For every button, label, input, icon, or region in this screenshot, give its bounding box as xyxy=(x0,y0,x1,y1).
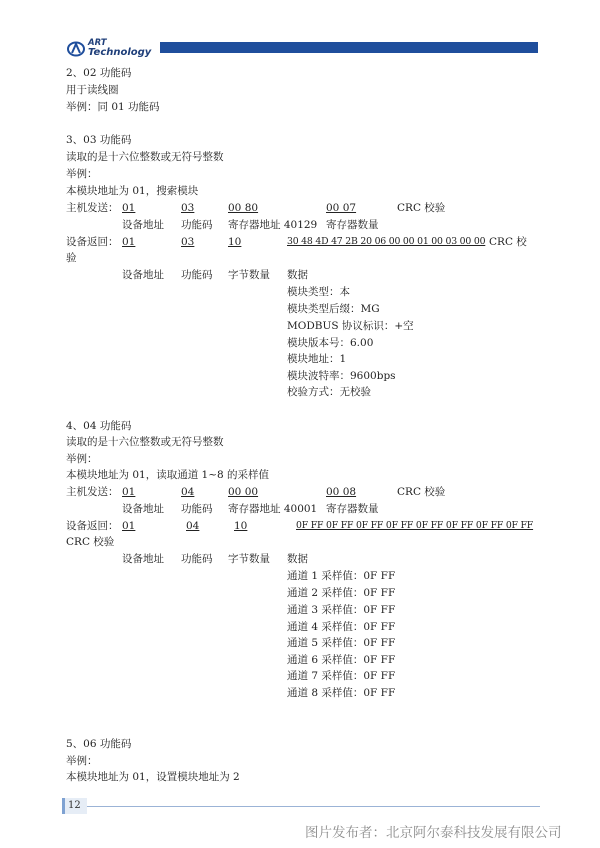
sec04-recv-bytes: 10 xyxy=(234,520,248,532)
sec04-send-desc-func: 功能码 xyxy=(181,503,213,515)
sec04-recv-label: 设备返回： xyxy=(66,520,119,532)
sec04-recv-desc-data: 数据 xyxy=(287,553,308,565)
sec04-data-line: 通道 5 采样值：0F FF xyxy=(287,637,396,649)
sec04-example-label: 举例： xyxy=(66,453,98,465)
sec04-data-line: 通道 3 采样值：0F FF xyxy=(287,604,396,616)
sec03-data-line: 模块版本号：6.00 xyxy=(287,337,374,349)
logo-text-technology: Technology xyxy=(88,47,152,58)
sec03-recv-desc-bytes: 字节数量 xyxy=(228,269,270,281)
sec02-title: 2、02 功能码 xyxy=(66,67,132,79)
logo-text-art: ART xyxy=(88,38,107,48)
sec04-send-desc-count: 寄存器数量 xyxy=(326,503,379,515)
sec03-send-reg: 00 80 xyxy=(228,202,259,214)
footer-line xyxy=(62,806,540,807)
sec04-data-line: 通道 7 采样值：0F FF xyxy=(287,670,396,682)
sec04-send-func: 04 xyxy=(181,486,195,498)
sec04-data-line: 通道 6 采样值：0F FF xyxy=(287,654,396,666)
sec03-recv-desc-data: 数据 xyxy=(287,269,308,281)
sec03-send-crc: CRC 校验 xyxy=(397,202,446,214)
sec04-send-desc-reg: 寄存器地址 40001 xyxy=(228,503,318,515)
sec03-recv-desc-func: 功能码 xyxy=(181,269,213,281)
sec03-recv-crc: CRC 校 xyxy=(489,236,527,248)
watermark-publisher: 图片发布者：北京阿尔泰科技发展有限公司 xyxy=(305,825,562,841)
sec03-send-desc-func: 功能码 xyxy=(181,219,213,231)
sec06-title: 5、06 功能码 xyxy=(66,738,132,750)
sec04-recv-addr: 01 xyxy=(122,520,136,532)
sec04-recv-data: 0F FF 0F FF 0F FF 0F FF 0F FF 0F FF 0F FF 0F FF xyxy=(296,520,534,531)
sec03-send-desc-addr: 设备地址 xyxy=(122,219,164,231)
sec03-recv-data: 30 48 4D 47 2B 20 06 00 00 01 00 03 00 00 xyxy=(287,236,486,247)
sec03-example-label: 举例： xyxy=(66,168,98,180)
logo-icon xyxy=(66,41,86,57)
sec03-send-count: 00 07 xyxy=(326,202,357,214)
sec04-recv-func: 04 xyxy=(186,520,200,532)
sec03-send-desc-reg: 寄存器地址 40129 xyxy=(228,219,318,231)
sec06-example-label: 举例： xyxy=(66,755,98,767)
sec04-send-reg: 00 00 xyxy=(228,486,259,498)
sec03-send-label: 主机发送： xyxy=(66,202,119,214)
sec03-recv-bytes: 10 xyxy=(228,236,242,248)
sec03-data-line: 校验方式：无校验 xyxy=(287,386,371,398)
sec03-scenario: 本模块地址为 01，搜索模块 xyxy=(66,185,199,197)
sec03-send-desc-count: 寄存器数量 xyxy=(326,219,379,231)
sec04-data-line: 通道 2 采样值：0F FF xyxy=(287,587,396,599)
sec02-desc: 用于读线圈 xyxy=(66,84,119,96)
sec06-scenario: 本模块地址为 01，设置模块地址为 2 xyxy=(66,771,240,783)
sec03-recv-crc-wrap: 验 xyxy=(66,252,77,264)
sec03-recv-desc-addr: 设备地址 xyxy=(122,269,164,281)
sec04-recv-crc: CRC 校验 xyxy=(66,536,115,548)
sec04-recv-desc-func: 功能码 xyxy=(181,553,213,565)
sec04-send-desc-addr: 设备地址 xyxy=(122,503,164,515)
sec03-desc: 读取的是十六位整数或无符号整数 xyxy=(66,151,224,163)
sec02-example: 举例：同 01 功能码 xyxy=(66,101,160,113)
sec03-data-line: 模块类型：本 xyxy=(287,286,350,298)
sec03-recv-addr: 01 xyxy=(122,236,136,248)
sec04-data-line: 通道 8 采样值：0F FF xyxy=(287,687,396,699)
sec03-data-line: 模块地址：1 xyxy=(287,353,347,365)
sec03-data-line: 模块波特率：9600bps xyxy=(287,370,396,382)
sec04-send-count: 00 08 xyxy=(326,486,357,498)
sec04-scenario: 本模块地址为 01，读取通道 1~8 的采样值 xyxy=(66,469,270,481)
sec04-send-label: 主机发送： xyxy=(66,486,119,498)
sec03-title: 3、03 功能码 xyxy=(66,134,132,146)
sec04-recv-desc-bytes: 字节数量 xyxy=(228,553,270,565)
sec03-send-func: 03 xyxy=(181,202,195,214)
sec04-title: 4、04 功能码 xyxy=(66,420,132,432)
sec03-recv-func: 03 xyxy=(181,236,195,248)
header-bar xyxy=(160,42,538,53)
sec04-send-crc: CRC 校验 xyxy=(397,486,446,498)
page-number: 12 xyxy=(68,800,81,811)
sec03-data-line: MODBUS 协议标识：+空 xyxy=(287,320,414,332)
sec03-data-line: 模块类型后缀：MG xyxy=(287,303,380,315)
sec04-send-addr: 01 xyxy=(122,486,136,498)
sec04-data-line: 通道 4 采样值：0F FF xyxy=(287,621,396,633)
sec03-recv-label: 设备返回： xyxy=(66,236,119,248)
sec03-send-addr: 01 xyxy=(122,202,136,214)
sec04-data-line: 通道 1 采样值：0F FF xyxy=(287,570,396,582)
sec04-desc: 读取的是十六位整数或无符号整数 xyxy=(66,436,224,448)
sec04-recv-desc-addr: 设备地址 xyxy=(122,553,164,565)
